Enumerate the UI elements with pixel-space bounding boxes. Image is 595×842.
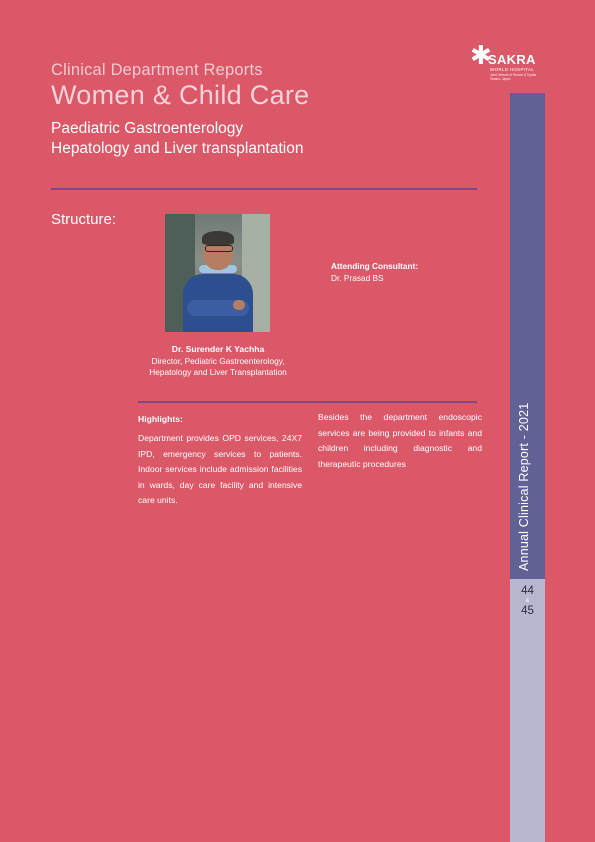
doctor-name: Dr. Surender K Yachha: [171, 344, 265, 354]
header-divider: [51, 188, 477, 190]
logo-subline: Joint Venture of Secom & Toyota Tsusho, Japan: [490, 73, 537, 81]
page-title: Women & Child Care: [51, 80, 310, 110]
consultant-name: Dr. Prasad BS: [331, 273, 384, 283]
highlights-column-1: Department provides OPD services, 24X7 IPD, emergency services to patients. Indoor services include admission facilities in wards, day care facility and intensive care units.: [138, 433, 302, 506]
logo-tagline: WORLD HOSPITAL: [490, 67, 535, 72]
sakra-logo: [470, 42, 542, 80]
department-subtitle: [51, 119, 303, 159]
report-kicker: Clinical Department Reports: [51, 61, 263, 79]
sidebar-band-light: [510, 579, 545, 842]
star-logo-icon: ✱: [470, 40, 492, 70]
doctor-role: Director, Pediatric Gastroenterology, Hepatology and Liver Transplantation: [149, 356, 287, 377]
structure-heading: Structure:: [51, 211, 117, 228]
page-number-right: 45: [521, 605, 534, 617]
page-number-left: 44: [521, 585, 534, 597]
logo-wordmark: SAKRA: [488, 52, 536, 67]
doctor-photo: [165, 214, 270, 332]
subtitle-line-2: Hepatology and Liver transplantation: [51, 140, 304, 157]
consultant-label: Attending Consultant:: [331, 261, 419, 271]
highlights-column-2: Besides the department endoscopic services are being provided to infants and children including diagnostic and therapeutic procedures: [318, 412, 482, 469]
page-number-separator: &: [525, 598, 530, 604]
highlights-heading: Highlights:: [138, 414, 183, 424]
subtitle-line-1: Paediatric Gastroenterology: [51, 120, 244, 137]
highlights-divider: [138, 401, 477, 403]
sidebar-report-label: Annual Clinical Report - 2021: [517, 402, 531, 571]
page-numbers: [510, 585, 545, 617]
